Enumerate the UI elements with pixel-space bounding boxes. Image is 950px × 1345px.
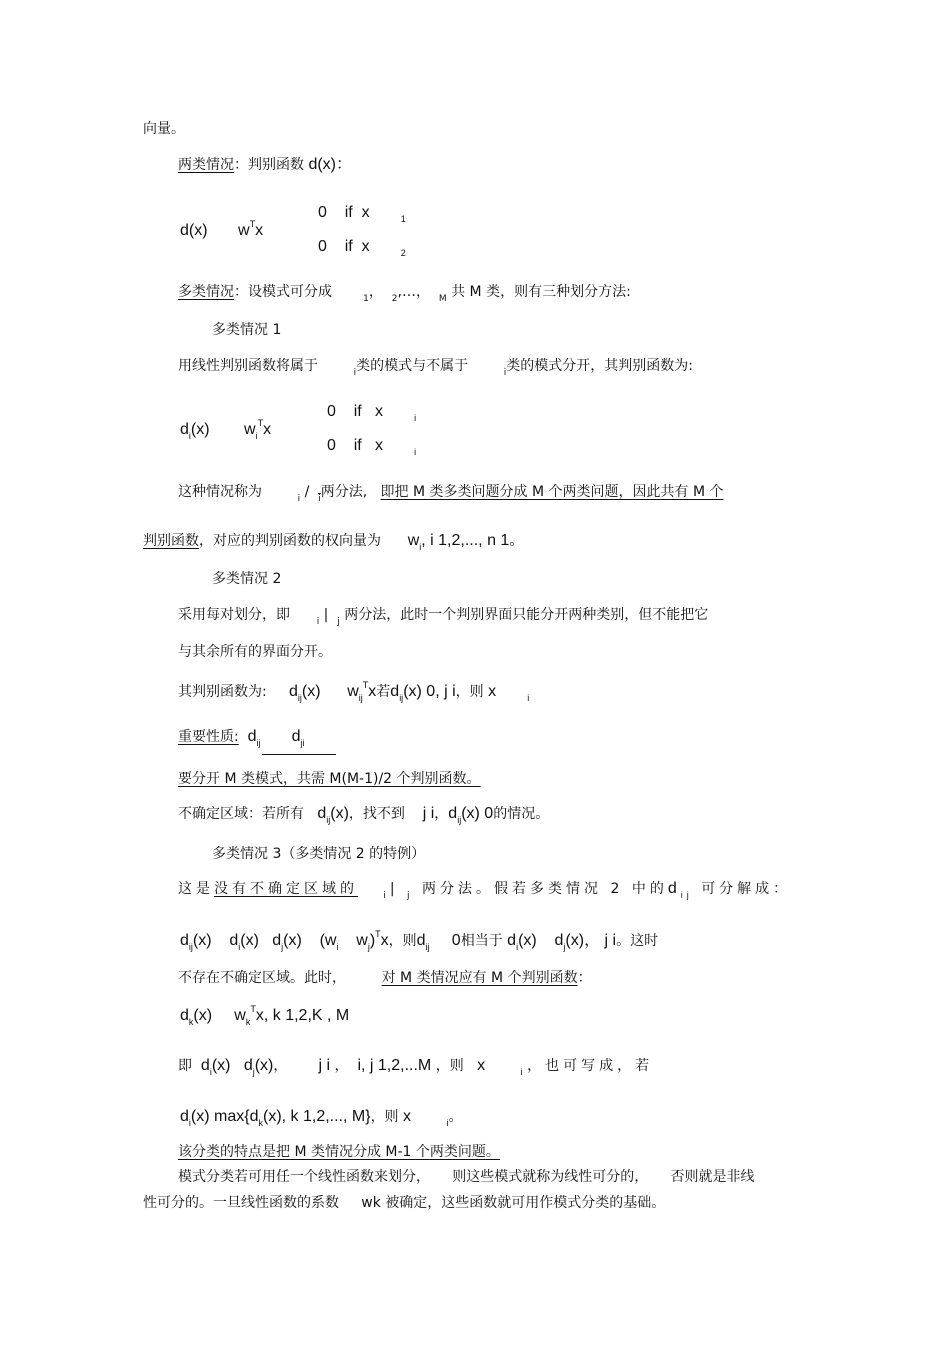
formula-line: $d_k(x)$ $w_k^Tx$, k 1,2,K , M xyxy=(180,1004,350,1027)
formula-case1: 0 if x $_i$ xyxy=(327,403,417,423)
text-line: $d_{ij}(x)$ $d_i(x)$ $d_j(x)$ ($w_i$ $w_j)^Tx$，则$d_{ij}$ 0相当于 $d_i(x)$ $d_j(x)$， j i。这时 xyxy=(180,929,659,952)
formula-lhs: d(x) xyxy=(180,222,208,239)
formula-w: $w^Tx$ xyxy=(238,219,264,239)
text-line: 采用每对划分，即 $_i$ | $_j$ 两分法，此时一个判别界面只能分开两种类别，但不能把它 xyxy=(178,607,709,627)
text: ：判别函数 xyxy=(234,157,304,173)
text-line: 该分类的特点是把 M 类情况分成 M-1 个两类问题。 xyxy=(178,1144,500,1160)
formula-case2: 0 if x $_i$ xyxy=(327,437,417,457)
text-line: 多类情况：设模式可分成 $_1$， $_2$,…， $_M$ 共 M 类，则有三种划分方法: xyxy=(178,284,631,304)
text-line: 即 $d_i(x)$ $d_j(x)$， j i ， i, j 1,2,...M ，则 x $_i$ ，也可写成，若 xyxy=(178,1057,654,1077)
text-line: 这是没有不确定区域的 $_i$| $_j$ 两分法。假若多类情况 2 中的$d_{ij}$ 可分解成： xyxy=(178,880,792,901)
text-line: 性可分的。一旦线性函数的系数 wk 被确定，这些函数就可用作模式分类的基础。 xyxy=(143,1195,666,1211)
text-line: 与其余所有的界面分开。 xyxy=(178,644,332,660)
text-line: 判别函数，对应的判别函数的权向量为 $w_i$, i 1,2,..., n 1。 xyxy=(143,532,524,552)
text-line: 模式分类若可用任一个线性函数来划分， 则这些模式就称为线性可分的， 否则就是非线 xyxy=(178,1169,755,1185)
heading-case-1: 多类情况 1 xyxy=(212,322,282,338)
text-line: $d_i(x)$ $\max\{d_k(x)$, k 1,2,..., M}，则 x $_i$。 xyxy=(180,1108,463,1128)
heading-case-3: 多类情况 3（多类情况 2 的特例） xyxy=(212,846,426,862)
text-line: 向量。 xyxy=(143,121,185,137)
text-line: 其判别函数为: $d_{ij}(x)$ $w_{ij}^Tx$若$d_{ij}(x)$ 0, j i，则 x $_i$ xyxy=(178,680,530,703)
formula-lhs: $d_i(x)$ xyxy=(180,421,210,441)
text-line: 要分开 M 类模式，共需 M(M-1)/2 个判别函数。 xyxy=(178,771,481,787)
text-line: 用线性判别函数将属于 $_i$类的模式与不属于 $_i$类的模式分开，其判别函数为: xyxy=(178,358,693,378)
underline-rule xyxy=(262,754,336,755)
text-line: 这种情况称为 $_i$ / $_{\overline{i}}$两分法, 即把 M 类多类问题分成 M 个两类问题，因此共有 M 个 xyxy=(178,484,724,504)
heading-multi-class: 多类情况 xyxy=(178,284,234,300)
text-line: 不存在不确定区域。此时， 对 M 类情况应有 M 个判别函数： xyxy=(178,970,592,986)
formula-w: $w_i^Tx$ xyxy=(244,418,272,441)
formula-case2: 0 if x $_2$ xyxy=(318,238,406,258)
heading-two-class: 两类情况 xyxy=(178,157,234,173)
text-line: 不确定区域：若所有 $d_{ij}(x)$，找不到 j i，$d_{ij}(x)$ 0的情况。 xyxy=(178,805,550,825)
text-line xyxy=(178,156,352,174)
heading-case-2: 多类情况 2 xyxy=(212,571,282,587)
formula-case1: 0 if x $_1$ xyxy=(318,204,406,224)
formula-text: d(x)： xyxy=(308,156,353,173)
text-line: 重要性质: $d_{ij}$ $d_{ji}$ xyxy=(178,728,305,748)
